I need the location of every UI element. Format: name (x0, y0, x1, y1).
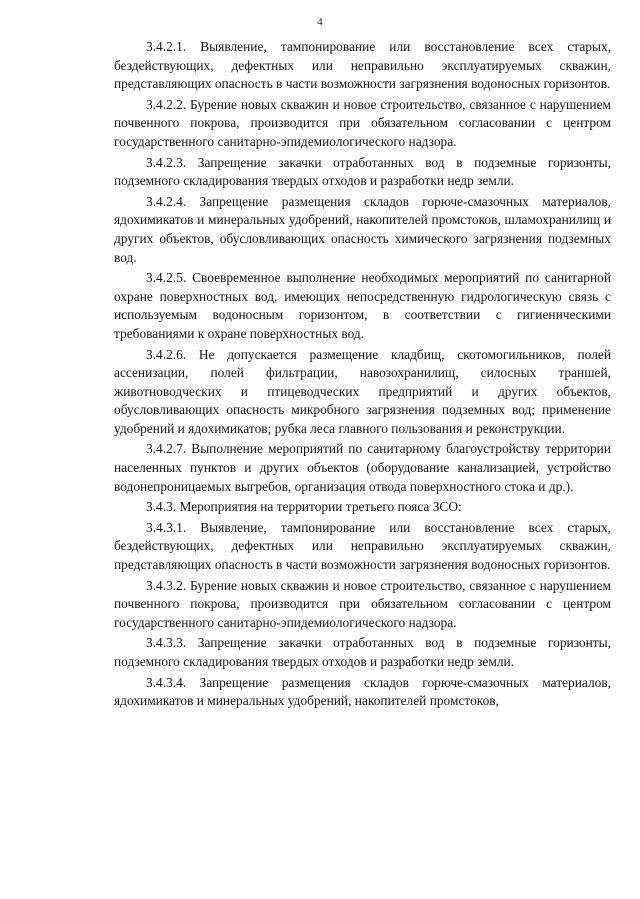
page-number: 4 (317, 16, 323, 28)
paragraph-3-4-3-1: 3.4.3.1. Выявление, тампонирование или восстановление всех старых, бездействующих, дефектных или неправильно эксплуатируемых скважин, представляющих опасность в части возможности загрязнения водоносных горизонтов. (114, 519, 611, 573)
paragraph-3-4-3-4: 3.4.3.4. Запрещение размещения складов горюче-смазочных материалов, ядохимикатов и минеральных удобрений, накопителей промстоков, (114, 674, 611, 709)
paragraph-3-4-3-heading: 3.4.3. Мероприятия на территории третьего пояса ЗСО: (146, 499, 462, 515)
paragraph-3-4-2-5: 3.4.2.5. Своевременное выполнение необходимых мероприятий по санитарной охране поверхностных вод, имеющих непосредственную гидрологическую связь с используемым водоносным горизонтом, в соответствии с гигиеническими требованиями к охране поверхностных вод. (114, 270, 611, 341)
paragraph-3-4-2-3: 3.4.2.3. Запрещение закачки отработанных вод в подземные горизонты, подземного складирования твердых отходов и разработки недр земли. (114, 154, 611, 189)
paragraph-3-4-2-7: 3.4.2.7. Выполнение мероприятий по санитарному благоустройству территории населенных пунктов и других объектов (оборудование канализацией, устройство водонепроницаемых выгребов, организация отвода поверхностного стока и др.). (114, 441, 611, 494)
document-body (114, 38, 611, 711)
paragraph-3-4-2-4: 3.4.2.4. Запрещение размещения складов горюче-смазочных материалов, ядохимикатов и минеральных удобрений, накопителей промстоков, шламохранилищ и других объектов, обусловливающих опасность химического загрязнения подземных вод. (114, 193, 611, 265)
paragraph-3-4-2-6: 3.4.2.6. Не допускается размещение кладбищ, скотомогильников, полей ассенизации, полей фильтрации, навозохранилищ, силосных траншей, животноводческих и птицеводческих предприятий и других объектов, обусловливающих опасность микробного загрязнения подземных вод; применение удобрений и ядохимикатов; рубка леса главного пользования и реконструкции. (114, 346, 611, 436)
paragraph-3-4-2-1: 3.4.2.1. Выявление, тампонирование или восстановление всех старых, бездействующих, дефектных или неправильно эксплуатируемых скважин, представляющих опасность в части возможности загрязнения водоносных горизонтов. (114, 39, 611, 92)
paragraph-3-4-3-2: 3.4.3.2. Бурение новых скважин и новое строительство, связанное с нарушением почвенного покрова, производится при обязательном согласовании с центром государственного санитарно-эпидемиологического надзора. (114, 577, 611, 630)
paragraph-3-4-3-3: 3.4.3.3. Запрещение закачки отработанных вод в подземные горизонты, подземного складирования твердых отходов и разработки недр земли. (114, 635, 611, 669)
paragraph-3-4-2-2: 3.4.2.2. Бурение новых скважин и новое строительство, связанное с нарушением почвенного покрова, производится при обязательном согласовании с центром государственного санитарно-эпидемиологического надзора. (114, 96, 611, 149)
